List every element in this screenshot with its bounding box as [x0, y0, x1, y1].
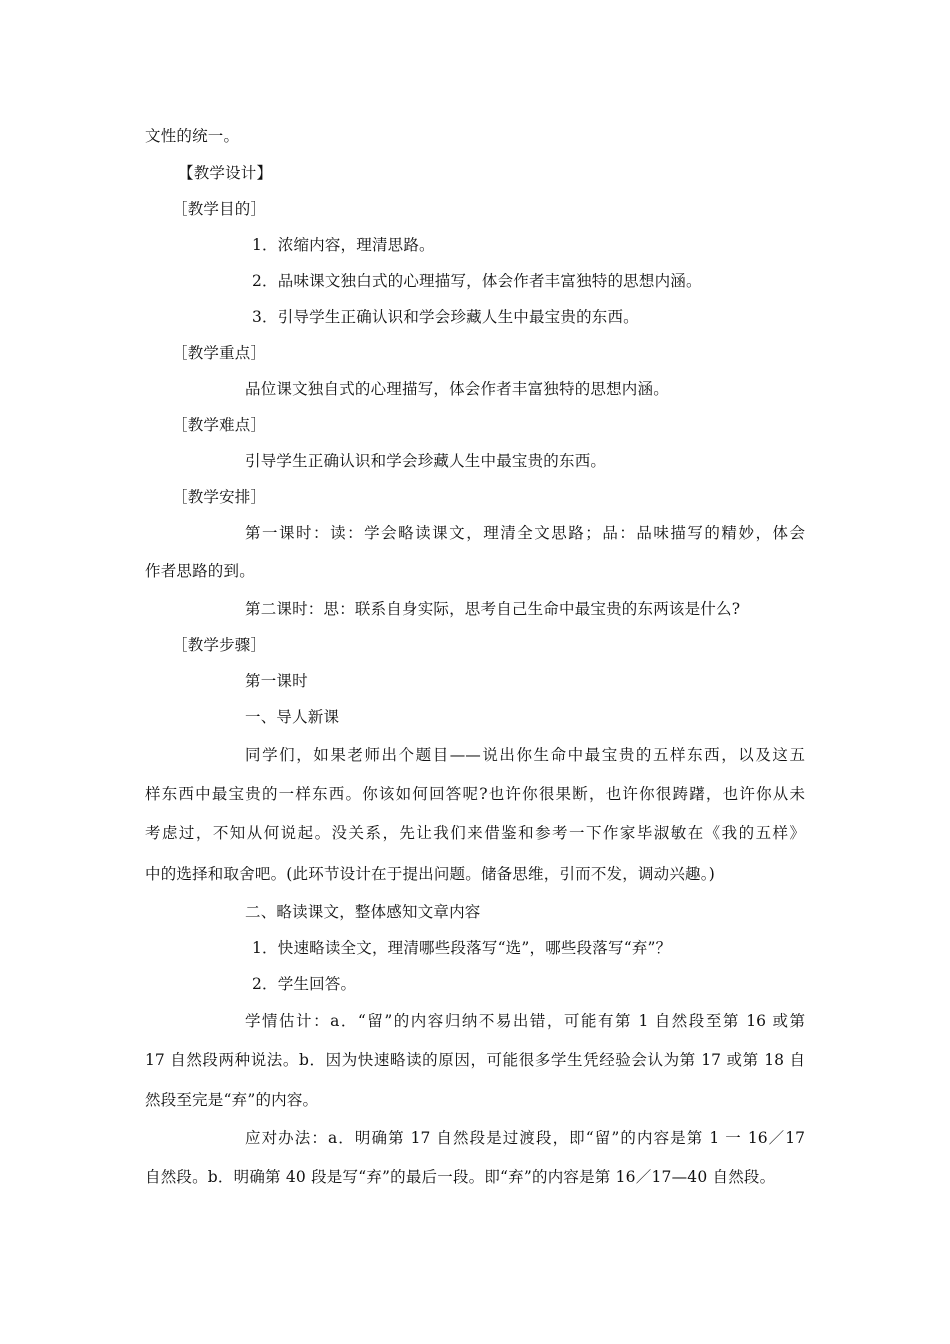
difficulties-text: 引导学生正确认识和学会珍藏人生中最宝贵的东西。: [245, 452, 607, 470]
response-line: 自然段。b．明确第 40 段是写“弃”的最后一段。即“弃”的内容是第 16／17—40 自然段。: [145, 1168, 776, 1186]
estimate-line: 学情估计：a．“留”的内容归纳不易出错，可能有第 1 自然段至第 16 或第: [245, 1012, 805, 1030]
steps-heading: ［教学步骤］: [172, 636, 267, 654]
part1-paragraph-line: 同学们，如果老师出个题目——说出你生命中最宝贵的五样东西，以及这五: [245, 746, 805, 764]
arrangement-heading: ［教学安排］: [172, 488, 267, 506]
part2-item: 2．学生回答。: [252, 975, 357, 993]
arrangement-lesson2: 第二课时：思：联系自身实际，思考自己生命中最宝贵的东两该是什么?: [245, 600, 741, 618]
section-title: 【教学设计】: [178, 164, 273, 182]
part2-item: 1．快速略读全文，理清哪些段落写“选”，哪些段落写“弃”？: [252, 939, 672, 957]
objective-item: 1．浓缩内容，理清思路。: [252, 236, 435, 254]
continuation-text: 文性的统一。: [145, 127, 240, 145]
estimate-line: 17 自然段两种说法。b．因为快速略读的原因，可能很多学生凭经验会认为第 17 或第 18 自: [145, 1051, 805, 1069]
key-points-heading: ［教学重点］: [172, 344, 267, 362]
objective-item: 2．品味课文独白式的心理描写，体会作者丰富独特的思想内涵。: [252, 272, 702, 290]
difficulties-heading: ［教学难点］: [172, 416, 267, 434]
part1-paragraph-line: 样东西中最宝贵的一样东西。你该如何回答呢?也许你很果断，也许你很踌躇，也许你从未: [145, 785, 805, 803]
arrangement-lesson1-line2: 作者思路的到。: [145, 562, 255, 580]
estimate-line: 然段至完是“弃”的内容。: [145, 1091, 319, 1109]
objective-item: 3．引导学生正确认识和学会珍藏人生中最宝贵的东西。: [252, 308, 639, 326]
response-line: 应对办法：a．明确第 17 自然段是过渡段，即“留”的内容是第 1 一 16／17: [245, 1129, 805, 1147]
arrangement-lesson1-line1: 第一课时：读：学会略读课文，理清全文思路；品：品味描写的精妙，体会: [245, 524, 805, 542]
part2-title: 二、略读课文，整体感知文章内容: [245, 903, 481, 921]
part1-title: 一、导人新课: [245, 708, 340, 726]
key-points-text: 品位课文独自式的心理描写，体会作者丰富独特的思想内涵。: [245, 380, 669, 398]
part1-paragraph-line: 考虑过，不知从何说起。没关系，先让我们来借鉴和参考一下作家毕淑敏在《我的五样》: [145, 824, 805, 842]
lesson-label: 第一课时: [245, 672, 308, 690]
objectives-heading: ［教学目的］: [172, 200, 267, 218]
part1-paragraph-line: 中的选择和取舍吧。(此环节设计在于提出问题。储备思维，引而不发，调动兴趣。): [145, 865, 715, 883]
